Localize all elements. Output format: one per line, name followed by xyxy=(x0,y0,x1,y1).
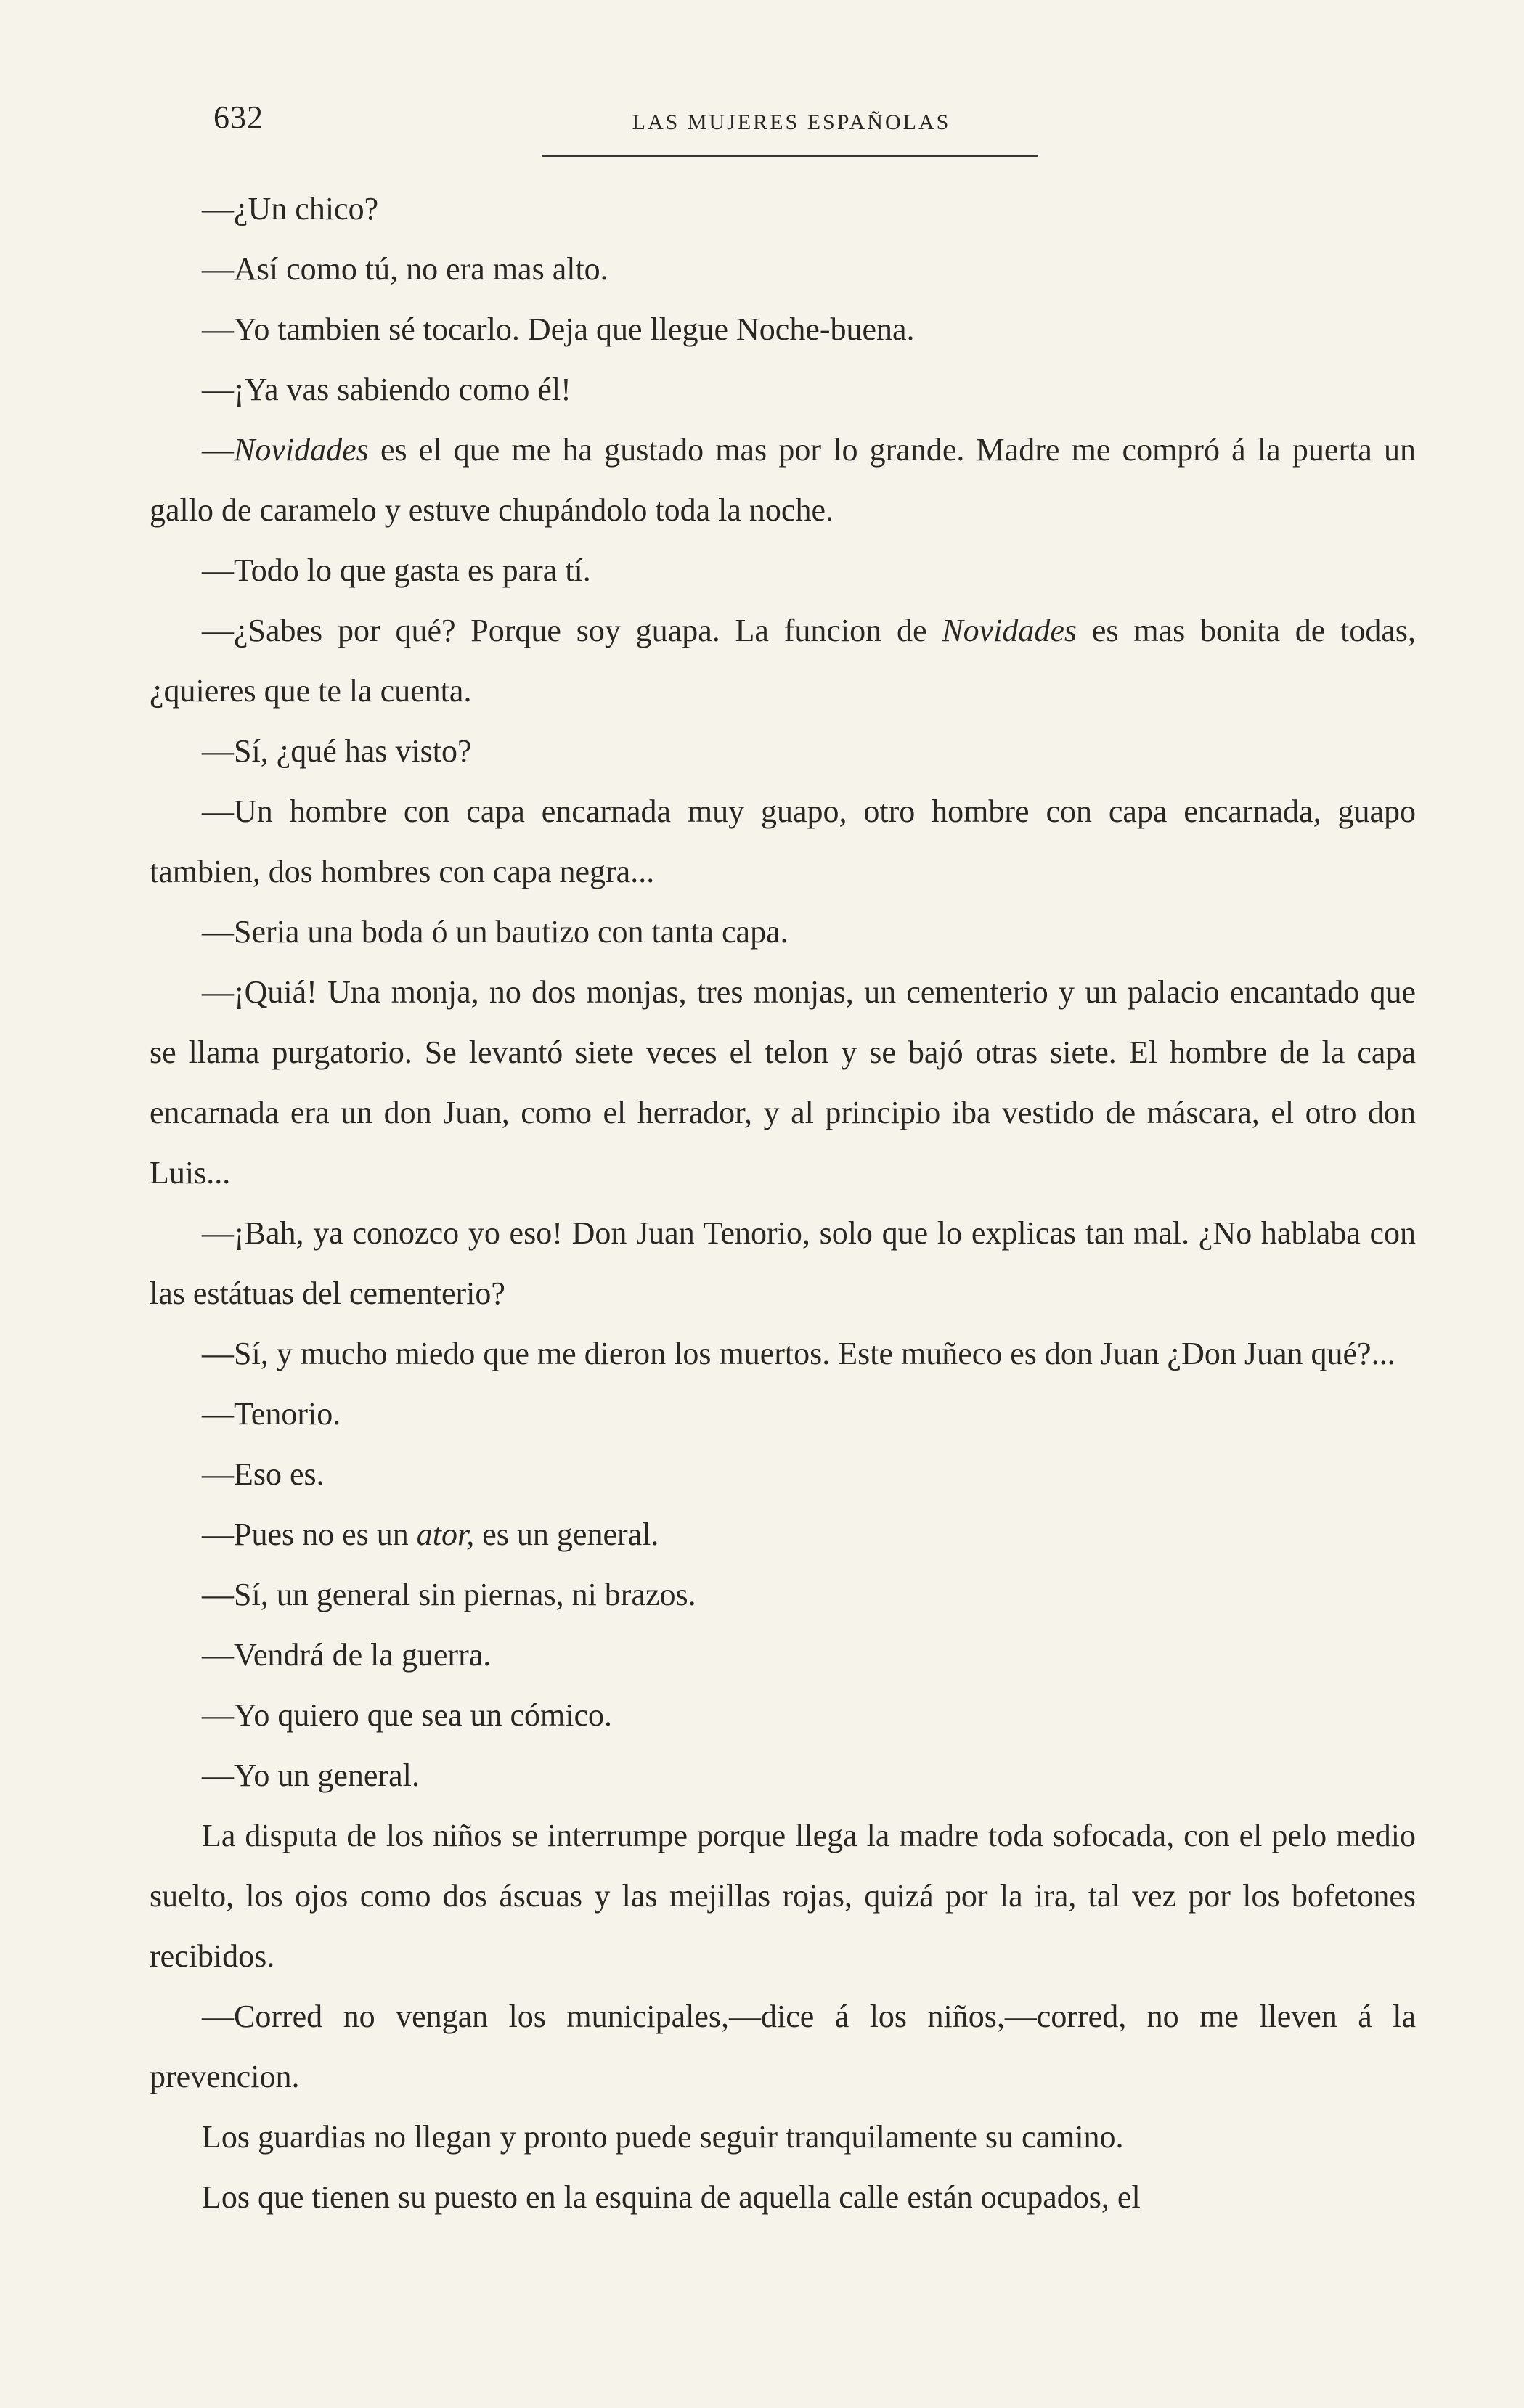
paragraph: —Seria una boda ó un bautizo con tanta capa. xyxy=(202,914,789,950)
paragraph: —Tenorio. xyxy=(202,1396,341,1432)
paragraph: Los guardias no llegan y pronto puede seguir tranquilamente su camino. xyxy=(202,2119,1124,2155)
paragraph: —Sí, ¿qué has visto? xyxy=(202,733,472,769)
emphasis-ator: ator, xyxy=(416,1517,475,1552)
paragraph: —Todo lo que gasta es para tí. xyxy=(202,552,591,588)
paragraph: —¡Ya vas sabiendo como él! xyxy=(202,372,571,407)
paragraph: —Un hombre con capa encarnada muy guapo, otro hombre con capa encarnada, guapo tambien, dos hombres con capa negra... xyxy=(150,793,1416,889)
paragraph-lead: —¿Sabes por qué? Porque soy guapa. La funcion de xyxy=(202,613,942,648)
paragraph-rest: es el que me ha gustado mas por lo grande. Madre me compró á la puerta un gallo de caramelo y estuve chupándolo toda la noche. xyxy=(150,432,1416,528)
paragraph: La disputa de los niños se interrumpe porque llega la madre toda sofocada, con el pelo medio suelto, los ojos como dos áscuas y las mejillas rojas, quizá por la ira, tal vez por los bofetones recibidos. xyxy=(150,1818,1416,1974)
paragraph: —¡Quiá! Una monja, no dos monjas, tres monjas, un cementerio y un palacio encantado que se llama purgatorio. Se levantó siete veces el telon y se bajó otras siete. El hombre de la capa encarnada era un don Juan, como el herrador, y al principio iba vestido de máscara, el otro don Luis... xyxy=(150,974,1416,1191)
emphasis-novidades: Novidades xyxy=(942,613,1077,648)
paragraph: —Así como tú, no era mas alto. xyxy=(202,251,608,287)
paragraph: —¡Bah, ya conozco yo eso! Don Juan Tenorio, solo que lo explicas tan mal. ¿No hablaba con las estátuas del cementerio? xyxy=(150,1215,1416,1311)
paragraph-rest: es mas bonita de todas, ¿quieres que te la cuenta. xyxy=(150,613,1416,709)
paragraph: —Yo un general. xyxy=(202,1758,420,1793)
paragraph xyxy=(150,600,1416,721)
running-title: LAS MUJERES ESPAÑOLAS xyxy=(632,110,951,134)
paragraph: —Sí, y mucho miedo que me dieron los muertos. Este muñeco es don Juan ¿Don Juan qué?... xyxy=(202,1336,1395,1371)
paragraph xyxy=(150,1504,1416,1564)
paragraph-rest: es un general. xyxy=(474,1517,659,1552)
paragraph: Los que tienen su puesto en la esquina de aquella calle están ocupados, el xyxy=(202,2179,1141,2215)
paragraph: —Corred no vengan los municipales,—dice á los niños,—corred, no me lleven á la prevencion. xyxy=(150,1999,1416,2094)
body-text xyxy=(150,179,1416,2227)
paragraph: —Yo quiero que sea un cómico. xyxy=(202,1697,612,1733)
paragraph: —Sí, un general sin piernas, ni brazos. xyxy=(202,1577,696,1612)
paragraph xyxy=(150,420,1416,540)
emphasis-novidades: Novidades xyxy=(234,432,369,468)
paragraph-lead: —Pues no es un xyxy=(202,1517,417,1552)
paragraph: —Yo tambien sé tocarlo. Deja que llegue Noche-buena. xyxy=(202,311,915,347)
page-number: 632 xyxy=(213,99,264,135)
paragraph: —¿Un chico? xyxy=(202,191,379,226)
header-rule xyxy=(542,155,1038,157)
paragraph: —Vendrá de la guerra. xyxy=(202,1637,492,1673)
paragraph-lead: — xyxy=(202,432,234,468)
paragraph: —Eso es. xyxy=(202,1456,325,1492)
